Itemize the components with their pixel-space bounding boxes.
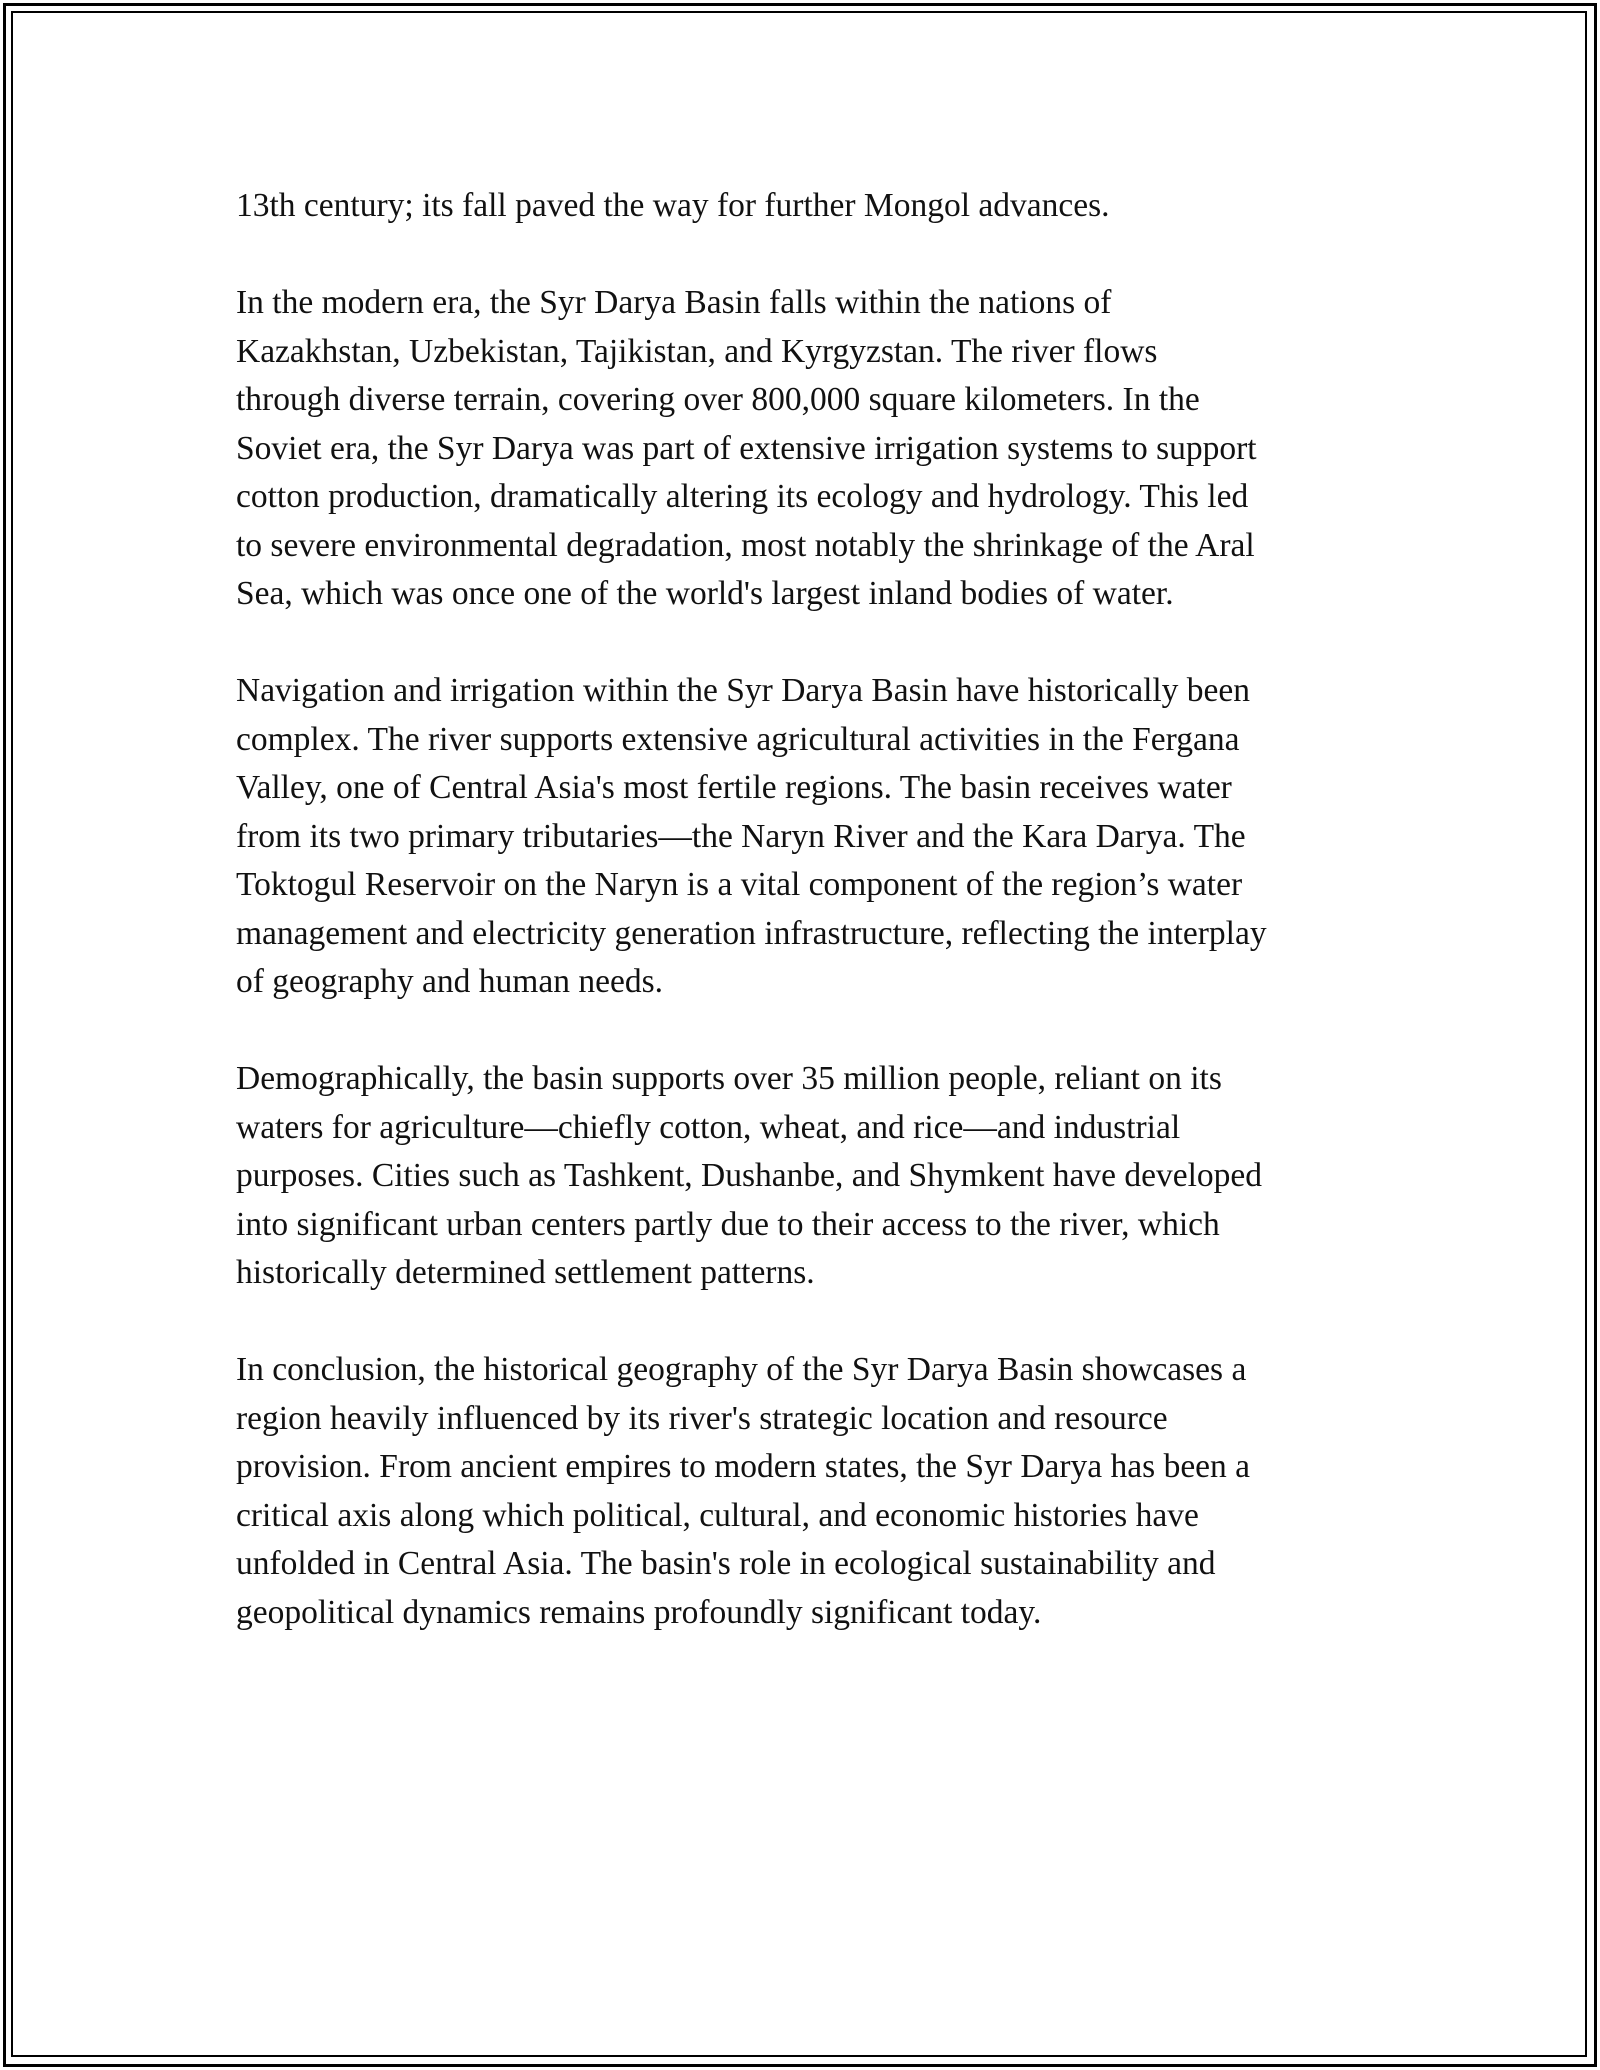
text-line: cotton production, dramatically altering its ecology and hydrology. This led (236, 478, 1249, 515)
text-line: 13th century; its fall paved the way for further Mongol advances. (236, 187, 1110, 224)
text-line: historically determined settlement patterns. (236, 1254, 815, 1291)
text-line: Kazakhstan, Uzbekistan, Tajikistan, and Kyrgyzstan. The river flows (236, 332, 1158, 370)
text-line: Navigation and irrigation within the Syr Darya Basin have historically been (236, 672, 1251, 709)
text-line: Toktogul Reservoir on the Naryn is a vital component of the region’s water (236, 866, 1243, 903)
text-line: Valley, one of Central Asia's most fertile regions. The basin receives water (236, 769, 1232, 806)
text-line: to severe environmental degradation, most notably the shrinkage of the Aral (236, 526, 1255, 564)
paragraph-1 (236, 182, 1376, 231)
text-line: management and electricity generation infrastructure, reflecting the interplay (236, 914, 1267, 952)
text-line: waters for agriculture—chiefly cotton, wheat, and rice—and industrial (236, 1108, 1181, 1146)
document-body (236, 182, 1376, 1686)
paragraph-5 (236, 1346, 1376, 1637)
text-line: into significant urban centers partly due to their access to the river, which (236, 1205, 1220, 1243)
text-line: of geography and human needs. (236, 963, 663, 1000)
text-line: complex. The river supports extensive agricultural activities in the Fergana (236, 720, 1240, 758)
text-line: unfolded in Central Asia. The basin's role in ecological sustainability and (236, 1545, 1216, 1582)
text-line: from its two primary tributaries—the Naryn River and the Kara Darya. The (236, 817, 1246, 855)
text-line: critical axis along which political, cultural, and economic histories have (236, 1496, 1199, 1534)
text-line: provision. From ancient empires to modern states, the Syr Darya has been a (236, 1448, 1251, 1485)
text-line: purposes. Cities such as Tashkent, Dushanbe, and Shymkent have developed (236, 1157, 1263, 1194)
text-line: Demographically, the basin supports over 35 million people, reliant on its (236, 1060, 1222, 1097)
text-line: Soviet era, the Syr Darya was part of extensive irrigation systems to support (236, 429, 1257, 467)
text-line: geopolitical dynamics remains profoundly significant today. (236, 1593, 1042, 1631)
paragraph-2 (236, 279, 1376, 619)
text-line: through diverse terrain, covering over 800,000 square kilometers. In the (236, 381, 1200, 418)
text-line: In the modern era, the Syr Darya Basin falls within the nations of (236, 284, 1112, 321)
text-line: Sea, which was once one of the world's largest inland bodies of water. (236, 575, 1174, 612)
text-line: In conclusion, the historical geography of the Syr Darya Basin showcases a (236, 1351, 1247, 1388)
paragraph-3 (236, 667, 1376, 1007)
text-line: region heavily influenced by its river's strategic location and resource (236, 1399, 1168, 1437)
paragraph-4 (236, 1055, 1376, 1298)
